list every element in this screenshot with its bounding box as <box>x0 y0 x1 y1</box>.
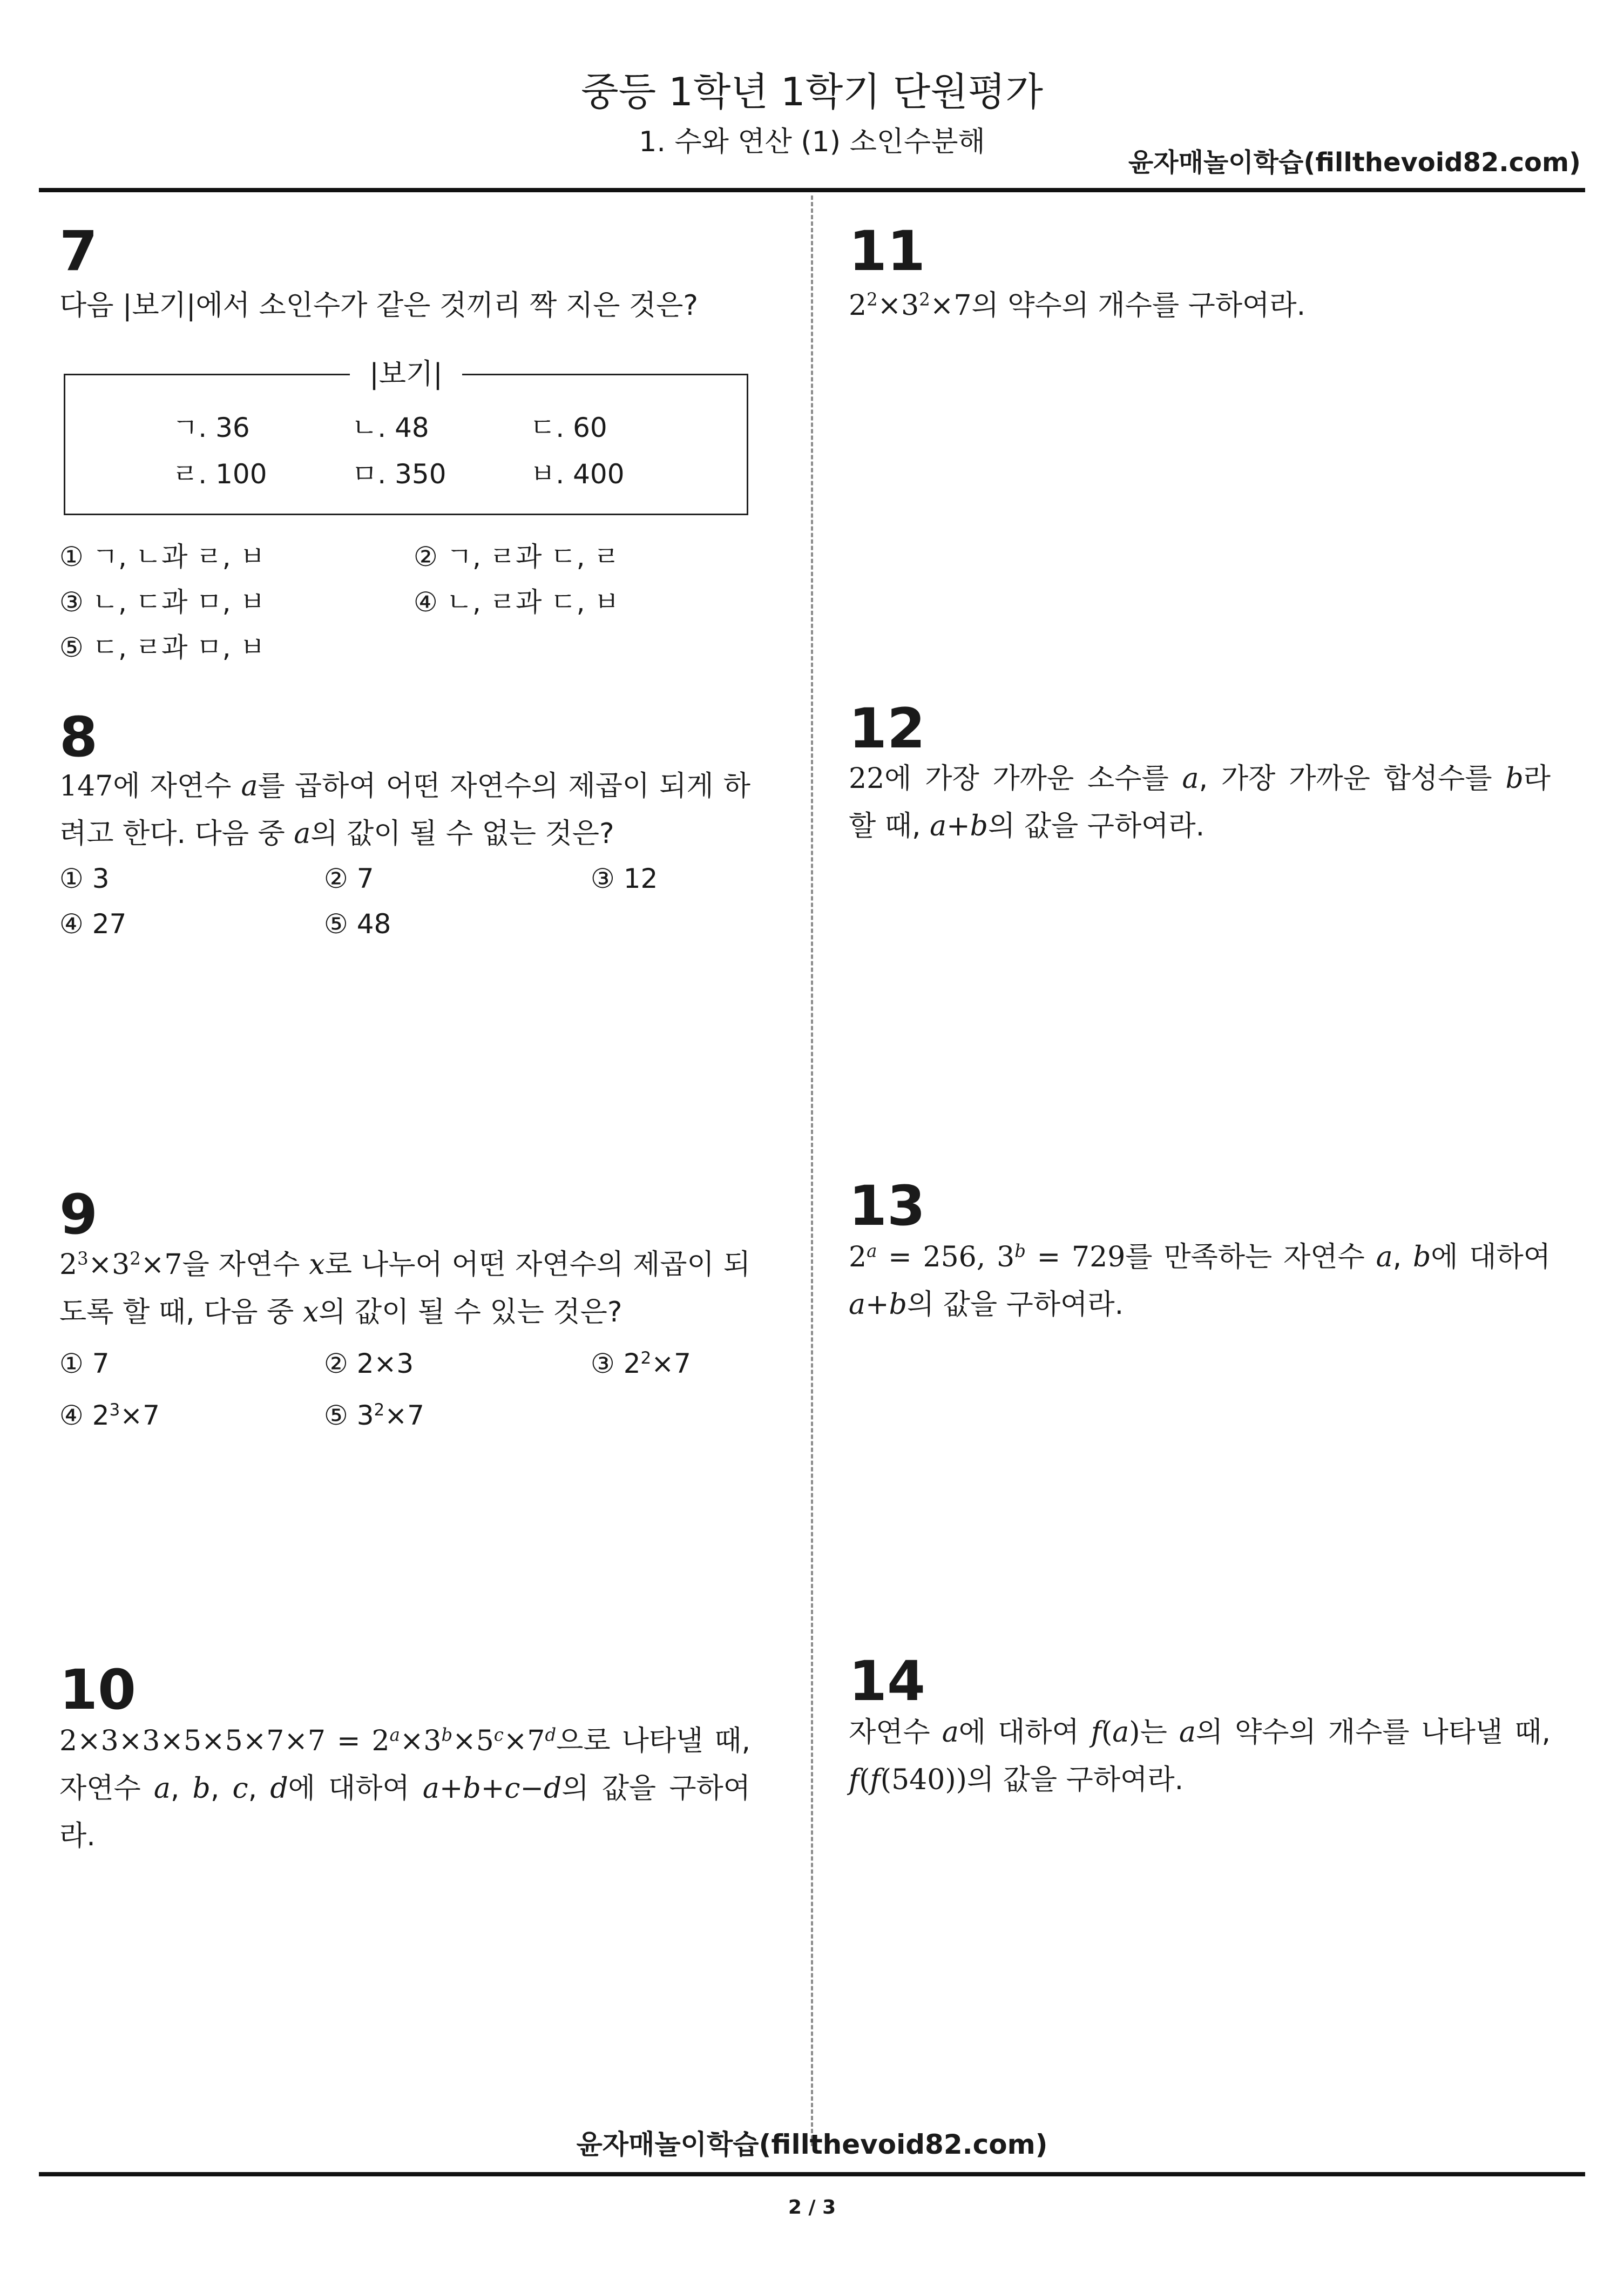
question-number-13: 13 <box>849 1174 925 1238</box>
header-brand: 윤자매놀이학습(fillthevoid82.com) <box>1128 147 1581 178</box>
answer-option[interactable]: ⑤ $3^2\times 7$ <box>324 1400 424 1431</box>
question-number-10: 10 <box>59 1658 136 1722</box>
question-number-11: 11 <box>849 219 925 284</box>
bogi-item: ㄹ. 100 <box>172 458 267 490</box>
question-7-text: 다음 |보기|에서 소인수가 같은 것끼리 짝 지은 것은? <box>59 289 698 322</box>
question-11-text: $2^2\times 3^2\times 7$의 약수의 개수를 구하여라. <box>849 289 1306 322</box>
answer-option[interactable]: ③ $2^2\times 7$ <box>591 1348 691 1379</box>
question-9-text: $2^3\times 3^2\times 7$을 자연수 x로 나누어 어떤 자연수의 제곱이 되도록 할 때, 다음 중 x의 값이 될 수 있는 것은? <box>59 1248 750 1329</box>
answer-option[interactable]: ④ 27 <box>59 908 127 940</box>
question-number-9: 9 <box>59 1183 98 1247</box>
answer-option[interactable]: ⑤ 48 <box>324 908 391 940</box>
question-number-12: 12 <box>849 697 925 761</box>
answer-option[interactable]: ② 7 <box>324 863 374 894</box>
question-10-text: $2\times 3\times 3\times 5\times 5\times 7\times 7 = 2^a\times 3^b\times 5^c\times 7^d$으로 나타낼 때, 자연수 a, b, c, d에 대하여 a+b+c−d의 값을 구하여라. <box>59 1724 751 1852</box>
bogi-box <box>64 358 748 515</box>
answer-option[interactable]: ① 7 <box>59 1348 110 1379</box>
footer-brand: 윤자매놀이학습(fillthevoid82.com) <box>576 2129 1048 2160</box>
bogi-item: ㄱ. 36 <box>172 412 250 443</box>
column-divider <box>811 195 813 2146</box>
bogi-item: ㄷ. 60 <box>530 412 607 443</box>
page-number: 2 / 3 <box>788 2196 836 2218</box>
question-number-7: 7 <box>59 219 98 284</box>
bogi-item: ㅁ. 350 <box>351 458 446 490</box>
answer-option[interactable]: ③ 12 <box>591 863 658 894</box>
question-14-text: 자연수 a에 대하여 f(a)는 a의 약수의 개수를 나타낼 때, f(f(540))의 값을 구하여라. <box>849 1716 1551 1796</box>
answer-option[interactable]: ① 3 <box>59 863 110 894</box>
footer-rule <box>39 2172 1585 2176</box>
question-8-text: 147에 자연수 a를 곱하여 어떤 자연수의 제곱이 되게 하려고 한다. 다음 중 a의 값이 될 수 없는 것은? <box>59 770 750 850</box>
question-number-14: 14 <box>849 1649 925 1714</box>
question-12-text: 22에 가장 가까운 소수를 a, 가장 가까운 합성수를 b라 할 때, a+b의 값을 구하여라. <box>849 763 1551 842</box>
header-rule <box>39 188 1585 192</box>
question-13-text: $2^a = 256$, $3^b = 729$를 만족하는 자연수 a, b에 대하여 a+b의 값을 구하여라. <box>849 1240 1551 1321</box>
answer-option[interactable]: ② 2×3 <box>324 1348 414 1379</box>
page-title: 중등 1학년 1학기 단원평가 <box>581 69 1043 114</box>
bogi-item: ㅂ. 400 <box>530 458 625 490</box>
answer-option[interactable]: ④ $2^3\times 7$ <box>59 1400 160 1431</box>
question-number-8: 8 <box>59 705 98 770</box>
answer-option[interactable]: ② ㄱ, ㄹ과 ㄷ, ㄹ <box>414 541 620 572</box>
answer-option[interactable]: ③ ㄴ, ㄷ과 ㅁ, ㅂ <box>59 586 266 618</box>
page-subtitle: 1. 수와 연산 (1) 소인수분해 <box>639 126 985 158</box>
answer-option[interactable]: ④ ㄴ, ㄹ과 ㄷ, ㅂ <box>414 586 620 618</box>
bogi-item: ㄴ. 48 <box>351 412 429 443</box>
bogi-label: |보기| <box>350 358 462 390</box>
answer-option[interactable]: ⑤ ㄷ, ㄹ과 ㅁ, ㅂ <box>59 632 266 663</box>
answer-option[interactable]: ① ㄱ, ㄴ과 ㄹ, ㅂ <box>59 541 266 572</box>
